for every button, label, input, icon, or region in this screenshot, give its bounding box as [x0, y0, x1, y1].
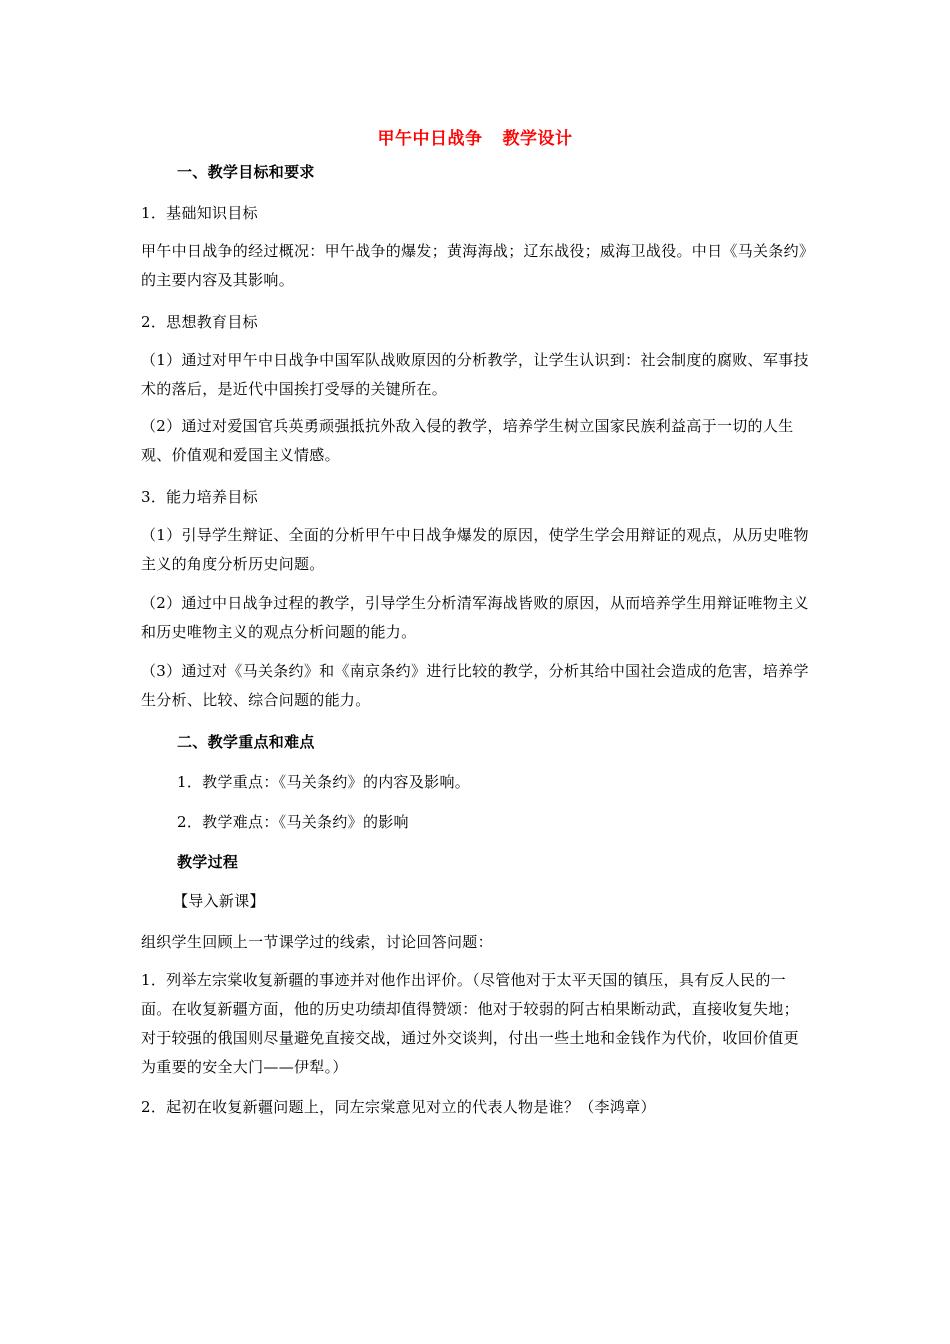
- title-subtitle: 教学设计: [502, 129, 573, 149]
- goal2-item2: （2）通过对爱国官兵英勇顽强抵抗外敌入侵的教学，培养学生树立国家民族利益高于一切的人生观、价值观和爱国主义情感。: [141, 417, 794, 464]
- intro-text: 组织学生回顾上一节课学过的线索，讨论回答问题：: [141, 933, 493, 951]
- key-point: 1．教学重点：《马关条约》的内容及影响。: [177, 773, 471, 791]
- section1-heading: 一、教学目标和要求: [177, 163, 315, 181]
- difficult-point: 2．教学难点：《马关条约》的影响: [177, 813, 409, 831]
- section2-heading: 二、教学重点和难点: [177, 733, 315, 751]
- goal1-text: 甲午中日战争的经过概况：甲午战争的爆发；黄海海战；辽东战役；威海卫战役。中日《马关条约》的主要内容及其影响。: [141, 242, 807, 289]
- title-topic: 甲午中日战争: [377, 129, 483, 149]
- goal2-item1: （1）通过对甲午中日战争中国军队战败原因的分析教学，让学生认识到：社会制度的腐败、军事技术的落后，是近代中国挨打受辱的关键所在。: [141, 351, 809, 398]
- question-1: 1．列举左宗棠收复新疆的事迹并对他作出评价。（尽管他对于太平天国的镇压，具有反人民的一面。在收复新疆方面，他的历史功绩却值得赞颂：他对于较弱的阿古柏果断动武，直接收复失地；对于较强的俄国则尽量避免直接交战，通过外交谈判，付出一些土地和金钱作为代价，收回价值更为重要的安全大门——伊犁。）: [141, 971, 799, 1076]
- goal1-heading: 1．基础知识目标: [141, 204, 258, 222]
- goal3-item1: （1）引导学生辩证、全面的分析甲午中日战争爆发的原因，使学生学会用辩证的观点，从历史唯物主义的角度分析历史问题。: [141, 526, 809, 573]
- goal2-heading: 2．思想教育目标: [141, 313, 258, 331]
- intro-label: 【导入新课】: [173, 892, 265, 910]
- process-heading: 教学过程: [177, 853, 239, 871]
- goal3-item2: （2）通过中日战争过程的教学，引导学生分析清军海战皆败的原因，从而培养学生用辩证唯物主义和历史唯物主义的观点分析问题的能力。: [141, 594, 809, 641]
- question-2: 2．起初在收复新疆问题上，同左宗棠意见对立的代表人物是谁？（李鸿章）: [141, 1098, 656, 1116]
- document-title: [0, 124, 950, 149]
- goal3-heading: 3．能力培养目标: [141, 488, 258, 506]
- goal3-item3: （3）通过对《马关条约》和《南京条约》进行比较的教学，分析其给中国社会造成的危害，培养学生分析、比较、综合问题的能力。: [141, 662, 809, 709]
